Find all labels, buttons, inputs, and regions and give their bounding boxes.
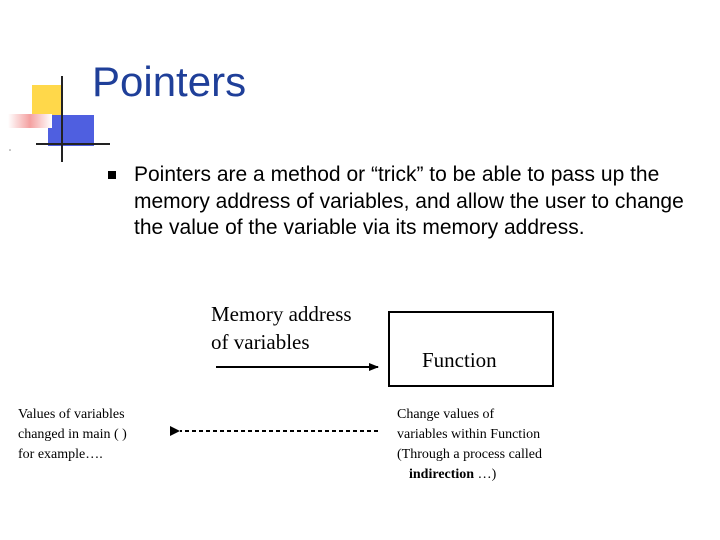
values-label-line1: Values of variables bbox=[18, 407, 125, 422]
change-label-line4-rest: …) bbox=[474, 467, 497, 482]
change-label-line1: Change values of bbox=[397, 407, 495, 422]
change-values-label bbox=[397, 405, 542, 485]
change-label-line2: variables within Function bbox=[397, 427, 541, 442]
indirection-term: indirection bbox=[409, 467, 475, 482]
values-label-line2: changed in main ( ) bbox=[18, 427, 127, 442]
bullet-text: Pointers are a method or “trick” to be able to pass up the memory address of variables, and allow the user to change the value of the variable via its memory address. bbox=[134, 163, 684, 239]
values-of-variables-label bbox=[18, 405, 127, 465]
change-label-line3: (Through a process called bbox=[397, 447, 542, 462]
function-label: Function bbox=[422, 348, 497, 372]
change-label-line4 bbox=[397, 465, 542, 485]
memory-address-label-line2: of variables bbox=[211, 330, 310, 354]
values-label-line3: for example…. bbox=[18, 447, 103, 462]
memory-address-label-line1: Memory address bbox=[211, 302, 352, 326]
slide-title: Pointers bbox=[92, 58, 247, 105]
